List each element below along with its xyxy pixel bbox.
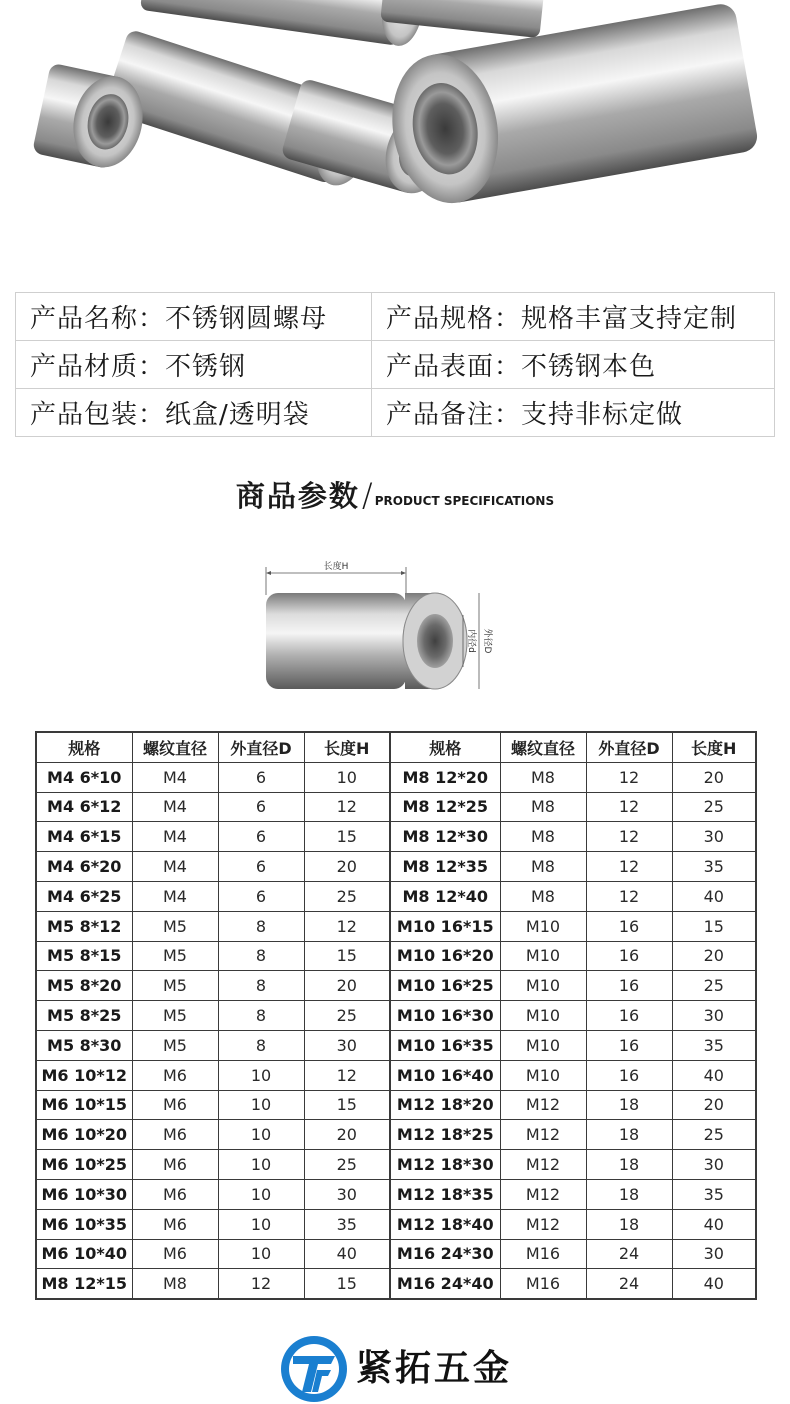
spec-cell: M10: [500, 941, 586, 971]
spec-cell: 35: [304, 1209, 390, 1239]
spec-model-cell: M4 6*20: [36, 852, 132, 882]
spec-cell: 10: [218, 1090, 304, 1120]
spec-cell: M6: [132, 1209, 218, 1239]
section-title-en: PRODUCT SPECIFICATIONS: [374, 493, 555, 508]
spec-cell: 40: [304, 1239, 390, 1269]
spec-model-cell: M6 10*20: [36, 1120, 132, 1150]
spec-cell: M4: [132, 762, 218, 792]
spec-cell: M12: [500, 1090, 586, 1120]
spec-table: [35, 731, 757, 1300]
spec-model-cell: M12 18*20: [390, 1090, 500, 1120]
spec-cell: 12: [586, 762, 672, 792]
spec-model-cell: M10 16*30: [390, 1001, 500, 1031]
spec-cell: 8: [218, 1030, 304, 1060]
spec-model-cell: M8 12*40: [390, 881, 500, 911]
spec-cell: M12: [500, 1150, 586, 1180]
spec-cell: 12: [586, 822, 672, 852]
spec-cell: 6: [218, 852, 304, 882]
info-row: [16, 389, 775, 437]
spec-cell: M10: [500, 1060, 586, 1090]
spec-cell: M16: [500, 1239, 586, 1269]
spec-cell: 40: [672, 1209, 756, 1239]
spec-model-cell: M6 10*12: [36, 1060, 132, 1090]
spec-header-cell: 长度H: [304, 732, 390, 762]
spec-model-cell: M5 8*20: [36, 971, 132, 1001]
spec-cell: 6: [218, 881, 304, 911]
spec-model-cell: M5 8*30: [36, 1030, 132, 1060]
info-cell: 产品备注：支持非标定做: [372, 389, 775, 437]
spec-cell: 16: [586, 941, 672, 971]
spec-row: [36, 971, 756, 1001]
spec-cell: 25: [672, 1120, 756, 1150]
spec-cell: 16: [586, 1060, 672, 1090]
spec-model-cell: M5 8*12: [36, 911, 132, 941]
spec-model-cell: M12 18*25: [390, 1120, 500, 1150]
spec-cell: M5: [132, 971, 218, 1001]
spec-cell: 8: [218, 941, 304, 971]
spec-cell: M6: [132, 1150, 218, 1180]
spec-cell: M4: [132, 881, 218, 911]
section-title-slash: /: [361, 475, 373, 514]
spec-header-cell: 外直径D: [218, 732, 304, 762]
spec-model-cell: M8 12*35: [390, 852, 500, 882]
spec-model-cell: M4 6*12: [36, 792, 132, 822]
spec-cell: 10: [218, 1239, 304, 1269]
brand-footer: [0, 1330, 790, 1389]
spec-cell: 12: [586, 852, 672, 882]
spec-cell: 18: [586, 1120, 672, 1150]
product-photo: [0, 0, 790, 250]
spec-cell: 18: [586, 1150, 672, 1180]
spec-model-cell: M12 18*35: [390, 1179, 500, 1209]
spec-cell: M10: [500, 971, 586, 1001]
spec-row: [36, 1120, 756, 1150]
info-row: [16, 293, 775, 341]
spec-row: [36, 941, 756, 971]
spec-cell: M5: [132, 1030, 218, 1060]
info-cell: 产品规格：规格丰富支持定制: [372, 293, 775, 341]
spec-header-cell: 外直径D: [586, 732, 672, 762]
spec-cell: 25: [304, 881, 390, 911]
info-cell: 产品名称：不锈钢圆螺母: [16, 293, 372, 341]
spec-cell: 15: [672, 911, 756, 941]
spec-cell: M10: [500, 1030, 586, 1060]
spec-cell: 40: [672, 1060, 756, 1090]
spec-model-cell: M16 24*30: [390, 1239, 500, 1269]
spec-cell: 10: [304, 762, 390, 792]
spec-header-row: [36, 732, 756, 762]
spec-cell: M6: [132, 1120, 218, 1150]
inner-diameter-label: 内径d: [466, 629, 476, 653]
spec-row: [36, 1090, 756, 1120]
spec-model-cell: M10 16*35: [390, 1030, 500, 1060]
product-info-table: [15, 292, 775, 437]
spec-cell: M5: [132, 941, 218, 971]
spec-cell: 18: [586, 1179, 672, 1209]
section-title: [0, 474, 790, 515]
spec-row: [36, 1030, 756, 1060]
spec-cell: M8: [500, 881, 586, 911]
spec-cell: 12: [586, 792, 672, 822]
spec-cell: 6: [218, 822, 304, 852]
spec-row: [36, 1239, 756, 1269]
spec-cell: M4: [132, 852, 218, 882]
spec-row: [36, 792, 756, 822]
spec-model-cell: M8 12*25: [390, 792, 500, 822]
spec-row: [36, 911, 756, 941]
spec-row: [36, 762, 756, 792]
spec-header-cell: 规格: [36, 732, 132, 762]
spec-cell: M5: [132, 911, 218, 941]
spec-cell: 16: [586, 1030, 672, 1060]
spec-cell: 35: [672, 1179, 756, 1209]
spec-cell: 12: [304, 792, 390, 822]
spec-cell: 20: [304, 971, 390, 1001]
spec-cell: 6: [218, 792, 304, 822]
spec-cell: M8: [132, 1269, 218, 1299]
spec-model-cell: M10 16*20: [390, 941, 500, 971]
spec-cell: M4: [132, 822, 218, 852]
spec-cell: M16: [500, 1269, 586, 1299]
spec-cell: M12: [500, 1179, 586, 1209]
spec-cell: 30: [672, 822, 756, 852]
spec-cell: 30: [304, 1179, 390, 1209]
spec-cell: 20: [304, 852, 390, 882]
section-title-cn: 商品参数: [235, 479, 360, 513]
coupling-nuts-illustration: [0, 0, 790, 250]
jintuo-logo-icon: [279, 1334, 349, 1404]
spec-cell: 24: [586, 1239, 672, 1269]
spec-model-cell: M8 12*30: [390, 822, 500, 852]
spec-cell: M4: [132, 792, 218, 822]
spec-cell: 10: [218, 1060, 304, 1090]
spec-cell: M6: [132, 1090, 218, 1120]
spec-row: [36, 1209, 756, 1239]
spec-model-cell: M10 16*40: [390, 1060, 500, 1090]
spec-cell: 30: [304, 1030, 390, 1060]
spec-model-cell: M8 12*15: [36, 1269, 132, 1299]
spec-header-cell: 螺纹直径: [132, 732, 218, 762]
spec-model-cell: M5 8*25: [36, 1001, 132, 1031]
brand-name: 紧拓五金: [356, 1348, 513, 1389]
spec-model-cell: M6 10*40: [36, 1239, 132, 1269]
spec-cell: 20: [672, 1090, 756, 1120]
spec-cell: 40: [672, 1269, 756, 1299]
spec-cell: M8: [500, 852, 586, 882]
spec-model-cell: M16 24*40: [390, 1269, 500, 1299]
spec-row: [36, 1001, 756, 1031]
spec-cell: M12: [500, 1120, 586, 1150]
spec-cell: 10: [218, 1179, 304, 1209]
spec-model-cell: M6 10*15: [36, 1090, 132, 1120]
spec-cell: M8: [500, 792, 586, 822]
spec-cell: 25: [672, 792, 756, 822]
length-label: 长度H: [323, 562, 349, 572]
spec-model-cell: M8 12*20: [390, 762, 500, 792]
spec-cell: 8: [218, 971, 304, 1001]
info-row: [16, 341, 775, 389]
spec-row: [36, 1179, 756, 1209]
spec-cell: 10: [218, 1209, 304, 1239]
spec-cell: 16: [586, 1001, 672, 1031]
spec-cell: 6: [218, 762, 304, 792]
spec-cell: M6: [132, 1060, 218, 1090]
spec-cell: M8: [500, 822, 586, 852]
spec-row: [36, 1269, 756, 1299]
spec-cell: 8: [218, 1001, 304, 1031]
spec-cell: 25: [672, 971, 756, 1001]
spec-cell: 15: [304, 822, 390, 852]
spec-cell: M12: [500, 1209, 586, 1239]
outer-diameter-label: 外径D: [482, 628, 492, 654]
spec-cell: M8: [500, 762, 586, 792]
spec-row: [36, 1150, 756, 1180]
spec-model-cell: M12 18*30: [390, 1150, 500, 1180]
spec-cell: 18: [586, 1209, 672, 1239]
spec-cell: M6: [132, 1179, 218, 1209]
spec-row: [36, 881, 756, 911]
spec-cell: 25: [304, 1150, 390, 1180]
spec-cell: 35: [672, 852, 756, 882]
spec-cell: 20: [672, 941, 756, 971]
spec-cell: 10: [218, 1120, 304, 1150]
spec-cell: 35: [672, 1030, 756, 1060]
spec-cell: 12: [304, 1060, 390, 1090]
dimension-diagram: [255, 555, 505, 695]
coupling-nut-diagram: [255, 555, 505, 695]
spec-model-cell: M4 6*10: [36, 762, 132, 792]
spec-body: [36, 762, 756, 1299]
spec-cell: 16: [586, 911, 672, 941]
spec-model-cell: M6 10*25: [36, 1150, 132, 1180]
spec-cell: M6: [132, 1239, 218, 1269]
spec-cell: 12: [586, 881, 672, 911]
spec-cell: 8: [218, 911, 304, 941]
spec-header-cell: 长度H: [672, 732, 756, 762]
spec-cell: 10: [218, 1150, 304, 1180]
spec-cell: 18: [586, 1090, 672, 1120]
spec-model-cell: M10 16*25: [390, 971, 500, 1001]
spec-cell: 40: [672, 881, 756, 911]
spec-header-cell: 规格: [390, 732, 500, 762]
spec-cell: 15: [304, 1269, 390, 1299]
spec-cell: 30: [672, 1001, 756, 1031]
spec-cell: 12: [218, 1269, 304, 1299]
spec-cell: 30: [672, 1239, 756, 1269]
spec-cell: 15: [304, 1090, 390, 1120]
info-cell: 产品表面：不锈钢本色: [372, 341, 775, 389]
spec-cell: 20: [304, 1120, 390, 1150]
spec-row: [36, 1060, 756, 1090]
spec-model-cell: M12 18*40: [390, 1209, 500, 1239]
info-cell: 产品包装：纸盒/透明袋: [16, 389, 372, 437]
spec-model-cell: M4 6*15: [36, 822, 132, 852]
spec-model-cell: M4 6*25: [36, 881, 132, 911]
spec-cell: M10: [500, 1001, 586, 1031]
spec-model-cell: M6 10*30: [36, 1179, 132, 1209]
spec-model-cell: M10 16*15: [390, 911, 500, 941]
spec-model-cell: M5 8*15: [36, 941, 132, 971]
spec-header-cell: 螺纹直径: [500, 732, 586, 762]
spec-cell: 30: [672, 1150, 756, 1180]
spec-cell: M10: [500, 911, 586, 941]
spec-model-cell: M6 10*35: [36, 1209, 132, 1239]
info-cell: 产品材质：不锈钢: [16, 341, 372, 389]
spec-cell: 20: [672, 762, 756, 792]
spec-cell: 24: [586, 1269, 672, 1299]
spec-row: [36, 852, 756, 882]
spec-cell: 12: [304, 911, 390, 941]
spec-cell: M5: [132, 1001, 218, 1031]
spec-row: [36, 822, 756, 852]
spec-cell: 15: [304, 941, 390, 971]
spec-cell: 16: [586, 971, 672, 1001]
spec-cell: 25: [304, 1001, 390, 1031]
